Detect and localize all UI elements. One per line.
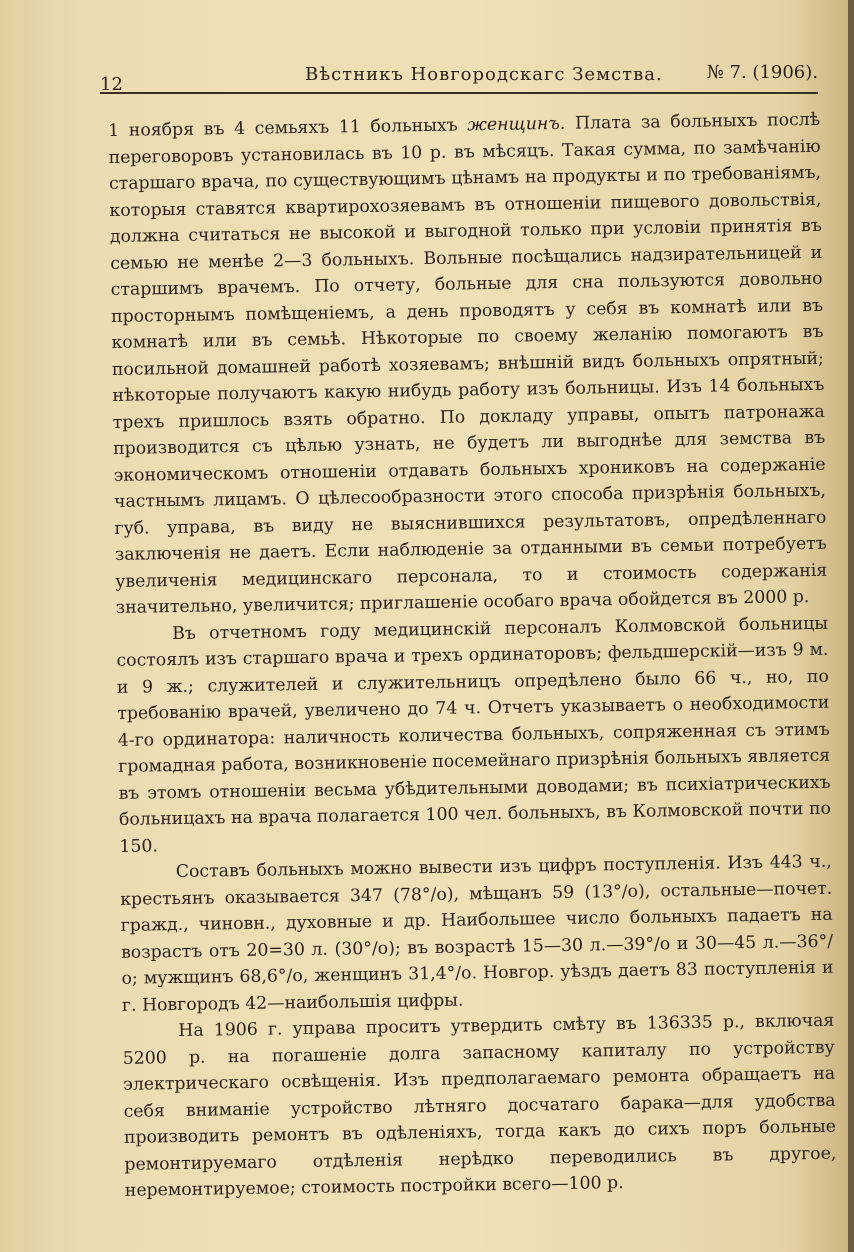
paragraph-2: Въ отчетномъ году медицинскій персоналъ Колмовской больницы состоялъ изъ старшаго врача и трехъ ординаторовъ; фельдшерскій—изъ 9 м. и 9 ж.; служителей и служительницъ опредѣлено было 66 ч., но, по требованію врачей, увеличено до 74 ч. Отчетъ указываетъ о необходимости 4-го ординатора: наличность количества больныхъ, сопряженная съ этимъ громадная работа, возникновеніе посемейнаго призрѣнія больныхъ является въ этомъ отношеніи весьма убѣдительными доводами; въ психіатрическихъ больницахъ на врача полагается 100 чел. больныхъ, въ Колмовской почти по 150. [116, 613, 832, 857]
issue-number: № 7. (1906). [706, 62, 818, 83]
paragraph-1-rest: Плата за больныхъ послѣ переговоровъ установилась въ 10 р. въ мѣсяцъ. Такая сумма, по замѣчанію старшаго врача, по существующимъ цѣнамъ на продукты и по требованіямъ, которыя ставятся квартирохозяевамъ въ отношеніи пищевого довольствія, должна считаться не высокой и выгодной только при условіи принятія въ семью не менѣе 2—3 больныхъ. Вольные посѣщались надзирательницей и старшимъ врачемъ. По отчету, больные для сна пользуются довольно просторнымъ помѣщеніемъ, а день проводятъ у себя въ комнатѣ или въ комнатѣ или въ семьѣ. Нѣкоторые по своему желанію помогаютъ въ посильной домашней работѣ хозяевамъ; внѣшній видъ больныхъ опрятный; нѣкоторые получаютъ какую нибудь работу изъ больницы. Изъ 14 больныхъ трехъ пришлось взять обратно. По докладу управы, опытъ патронажа производится съ цѣлью узнать, не будетъ ли выгоднѣе для земства въ экономическомъ отношеніи отдавать больныхъ хрониковъ на содержаніе частнымъ лицамъ. О цѣлесообразности этого способа призрѣнія больныхъ, губ. управа, въ виду не выяснившихся результатовъ, опредѣленнаго заключенія не даетъ. Если наблюденіе за отданными въ семьи потребуетъ увеличенія медицинскаго персонала, то и стоимость содержанія значительно, увеличится; приглашеніе особаго врача обойдется въ 2000 р. [108, 109, 828, 618]
page-edge-shadow [848, 0, 854, 1252]
emphasized-word: женщинъ. [467, 113, 566, 136]
paragraph-1-lead: 1 ноября въ 4 семьяхъ 11 больныхъ [108, 115, 468, 141]
running-title: Вѣстникъ Новгородскагс Земства. [305, 64, 663, 85]
paragraph-1 [108, 107, 828, 622]
page-number: 12 [100, 74, 123, 95]
article-body [108, 107, 837, 1205]
paragraph-4: На 1906 г. управа проситъ утвердить смѣту въ 136335 р., включая 5200 р. на погашеніе долга запасному капиталу по устройству электрическаго освѣщенія. Изъ предполагаемаго ремонта обращаетъ на себя вниманіе устройство лѣтняго досчатаго барака—для удобства производить ремонтъ въ одѣленіяхъ, тогда какъ до сихъ поръ больные ремонтируемаго отдѣленія нерѣдко переводились въ другое, неремонтируемое; стоимость постройки всего—100 р. [122, 1010, 837, 1201]
page-header [100, 62, 818, 94]
paragraph-3: Составъ больныхъ можно вывести изъ цифръ поступленія. Изъ 443 ч., крестьянъ оказывается 347 (78°/о), мѣщанъ 59 (13°/о), остальные—почет. гражд., чиновн., духовные и др. Наибольшее число больныхъ падаетъ на возрастъ отъ 20=30 л. (30°/о); въ возрастѣ 15—30 л.—39°/о и 30—45 л.—36°/о; мужщинъ 68,6°/о, женщинъ 31,4°/о. Новгор. уѣздъ даетъ 83 поступленія и г. Новгородъ 42—наибольшія цифры. [120, 851, 834, 1016]
